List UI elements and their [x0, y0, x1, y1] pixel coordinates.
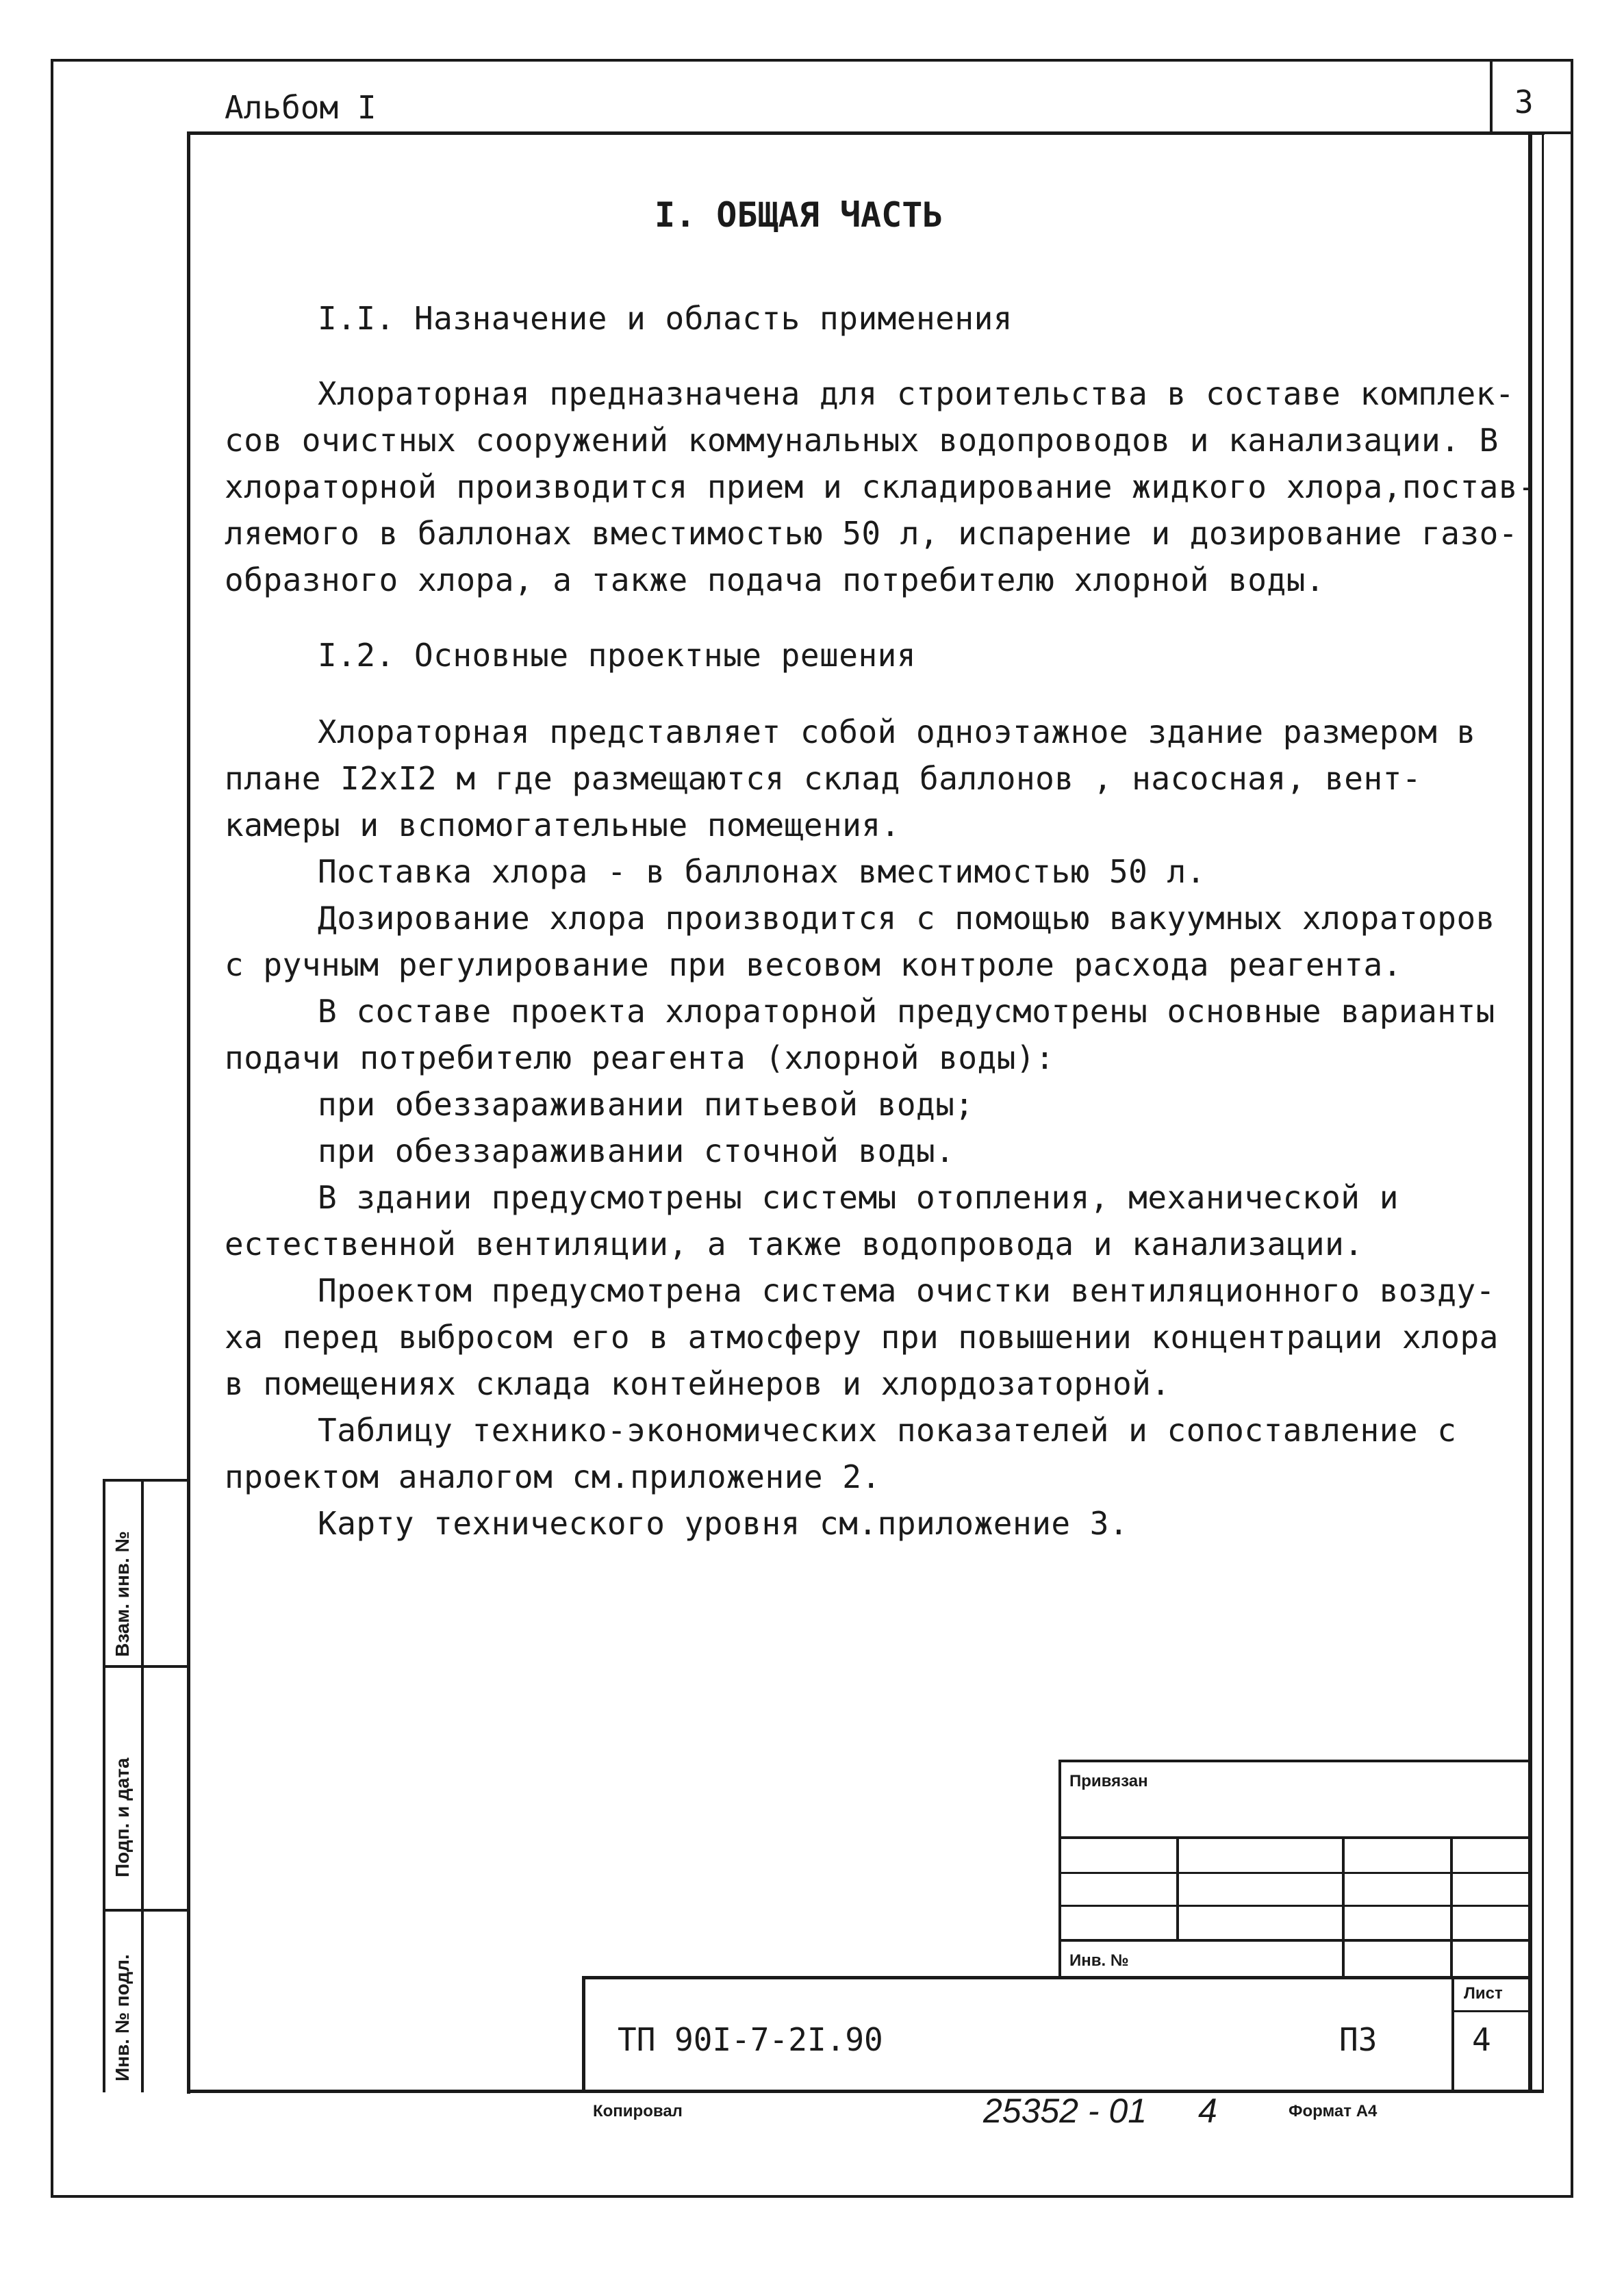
approval-col-1 [1176, 1836, 1179, 1940]
album-label: Альбом I [225, 89, 377, 126]
section-heading-1: I.I. Назначение и область применения [318, 300, 1013, 337]
text-line: Поставка хлора - в баллонах вместимостью 50 л. [318, 853, 1206, 890]
text-line: Хлораторная представляет собой одноэтажное здание размером в [318, 713, 1476, 750]
approval-title: Привязан [1069, 1772, 1148, 1790]
text-line: ха перед выбросом его в атмосферу при повышении концентрации хлора [225, 1319, 1499, 1356]
order-sheet: 4 [1198, 2092, 1217, 2130]
page-number: 3 [1514, 84, 1534, 121]
approval-block-left [1058, 1760, 1061, 1979]
page-number-box-left [1490, 59, 1493, 134]
sheet-number: 4 [1472, 2021, 1491, 2058]
text-line: образного хлора, а также подача потребителю хлорной воды. [225, 561, 1325, 598]
inner-frame-right [1528, 131, 1532, 2091]
text-line: при обеззараживании питьевой воды; [318, 1086, 974, 1123]
approval-row-1 [1058, 1836, 1531, 1839]
text-line: в помещениях склада контейнеров и хлордозаторной. [225, 1365, 1171, 1402]
inner-frame-left [187, 131, 190, 2094]
sheet-label: Лист [1464, 1984, 1503, 2003]
text-line: Карту технического уровня см.приложение 3. [318, 1505, 1129, 1542]
text-line: при обеззараживании сточной воды. [318, 1132, 955, 1169]
doc-type: ПЗ [1339, 2021, 1378, 2058]
side-label-inv-podl: Инв. № подл. [112, 1954, 133, 2081]
text-line: Проектом предусмотрена система очистки вентиляционного возду- [318, 1272, 1495, 1309]
side-label-vzam-inv: Взам. инв. № [112, 1531, 133, 1657]
text-line: Таблицу технико-экономических показателей и сопоставление с [318, 1412, 1457, 1449]
text-line: В здании предусмотрены системы отопления, механической и [318, 1179, 1399, 1216]
text-line: Дозирование хлора производится с помощью вакуумных хлораторов [318, 900, 1495, 937]
side-stamp-row-2 [103, 1909, 190, 1912]
title-block-sheet-row [1451, 2010, 1531, 2012]
outer-border-top [51, 59, 1573, 62]
text-line: В составе проекта хлораторной предусмотрены основные варианты [318, 993, 1495, 1030]
text-line: проектом аналогом см.приложение 2. [225, 1458, 881, 1495]
text-line: подачи потребителю реагента (хлорной воды): [225, 1039, 1055, 1076]
approval-col-2 [1342, 1836, 1345, 1979]
text-line: плане I2xI2 м где размещаются склад баллонов , насосная, вент- [225, 760, 1422, 797]
title-block-left [582, 1976, 585, 2092]
inner-frame-top [189, 131, 1545, 135]
side-stamp-top [103, 1479, 190, 1482]
copied-label: Копировал [593, 2102, 683, 2120]
section-heading-2: I.2. Основные проектные решения [318, 637, 917, 674]
approval-col-3 [1450, 1836, 1453, 1979]
outer-border-bottom [51, 2195, 1573, 2198]
text-line: с ручным регулирование при весовом контроле расхода реагента. [225, 946, 1402, 983]
text-line: сов очистных сооружений коммунальных водопроводов и канализации. В [225, 422, 1499, 459]
text-line: хлораторной производится прием и складирование жидкого хлора,постав- [225, 468, 1538, 505]
text-line: Хлораторная предназначена для строительства в составе комплек- [318, 375, 1515, 412]
text-line: ляемого в баллонах вместимостью 50 л, испарение и дозирование газо- [225, 515, 1519, 552]
approval-row-2 [1058, 1872, 1531, 1874]
approval-inv-label: Инв. № [1069, 1951, 1129, 1970]
page-title: I. ОБЩАЯ ЧАСТЬ [655, 195, 943, 235]
side-label-podp-data: Подп. и дата [112, 1758, 133, 1877]
inner-frame-bottom [187, 2090, 1544, 2093]
approval-row-3 [1058, 1905, 1531, 1907]
side-stamp-outer [103, 1479, 105, 2092]
side-stamp-divider [141, 1479, 144, 2092]
title-block-sheet-divider [1451, 1976, 1454, 2092]
text-line: естественной вентиляции, а также водопровода и канализации. [225, 1226, 1364, 1263]
approval-row-4 [1058, 1939, 1531, 1942]
side-stamp-row-1 [103, 1665, 190, 1668]
doc-code: ТП 90I-7-2I.90 [618, 2021, 883, 2058]
order-number: 25352 - 01 [983, 2092, 1147, 2130]
title-block-top [583, 1976, 1531, 1979]
text-line: камеры и вспомогательные помещения. [225, 807, 900, 844]
inner-frame-right-2 [1542, 131, 1544, 2091]
outer-border-right [1571, 59, 1573, 2198]
format-label: Формат А4 [1289, 2102, 1378, 2120]
outer-border-left [51, 59, 53, 2198]
approval-block-top [1058, 1760, 1531, 1762]
